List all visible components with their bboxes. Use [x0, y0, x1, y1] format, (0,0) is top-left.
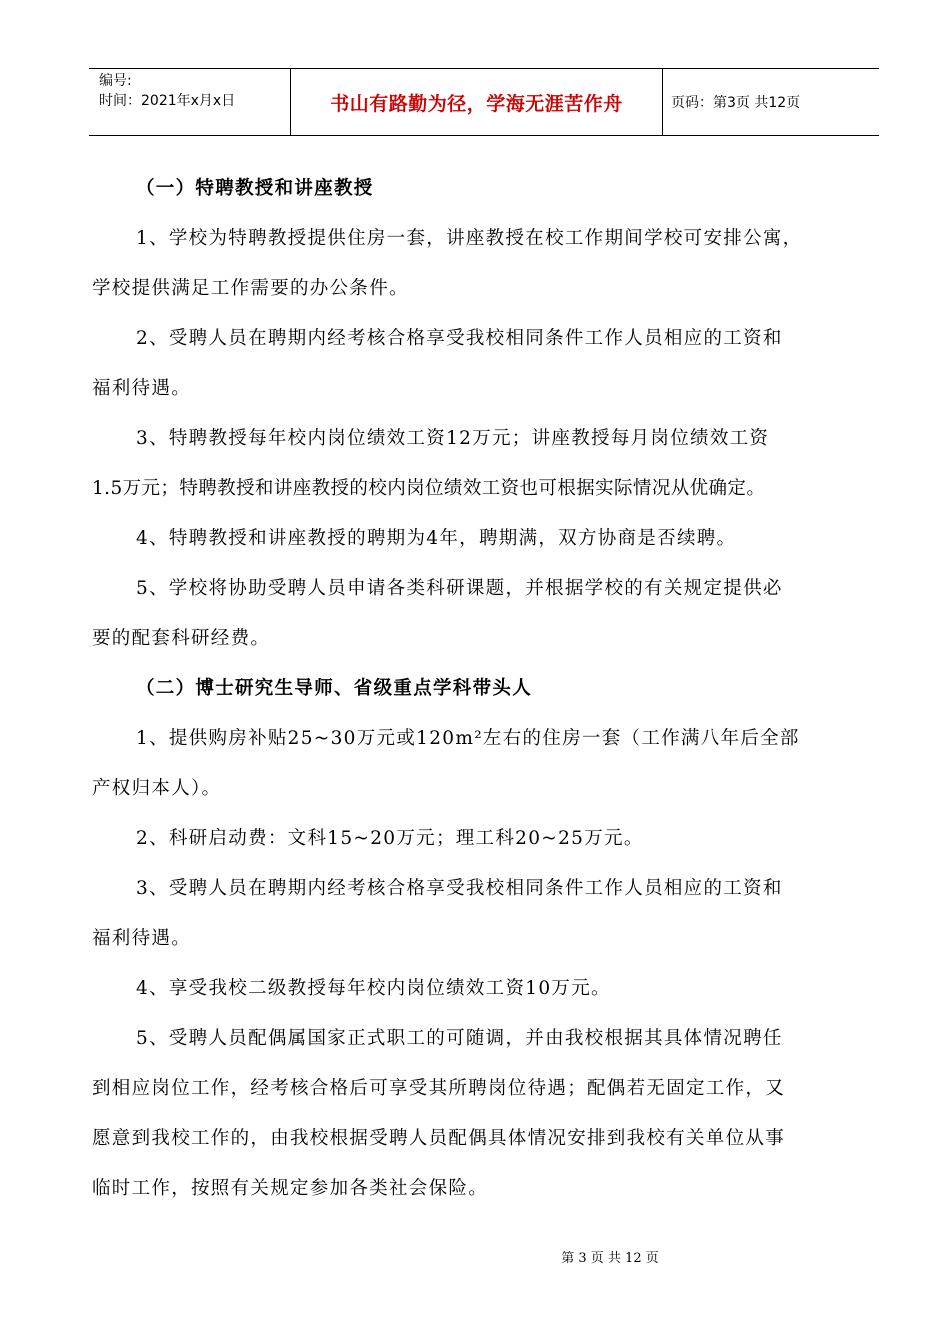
- paragraph-line: 2、受聘人员在聘期内经考核合格享受我校相同条件工作人员相应的工资和: [136, 328, 783, 349]
- paragraph-line: 要的配套科研经费。: [92, 628, 271, 649]
- paragraph-line: 1、学校为特聘教授提供住房一套，讲座教授在校工作期间学校可安排公寓，: [136, 228, 803, 249]
- paragraph-line: 4、特聘教授和讲座教授的聘期为4年，聘期满，双方协商是否续聘。: [136, 528, 737, 549]
- paragraph-line: 产权归本人）。: [92, 778, 222, 799]
- paragraph-line: 4、享受我校二级教授每年校内岗位绩效工资10万元。: [136, 978, 611, 999]
- paragraph-line: 1、提供购房补贴25~30万元或120m²左右的住房一套（工作满八年后全部: [136, 728, 800, 749]
- serial-label: 编号:: [99, 73, 132, 89]
- paragraph-line: 3、受聘人员在聘期内经考核合格享受我校相同条件工作人员相应的工资和: [136, 878, 783, 899]
- page-footer: 第 3 页 共 12 页: [561, 1251, 659, 1266]
- paragraph-line: 临时工作，按照有关规定参加各类社会保险。: [92, 1178, 489, 1199]
- section-heading-2: （二）博士研究生导师、省级重点学科带头人: [136, 678, 533, 699]
- paragraph-line: 学校提供满足工作需要的办公条件。: [92, 278, 409, 299]
- paragraph-line: 愿意到我校工作的，由我校根据受聘人员配偶具体情况安排到我校有关单位从事: [92, 1128, 786, 1149]
- paragraph-line: 福利待遇。: [92, 928, 192, 949]
- document-body: [92, 170, 876, 1220]
- paragraph-line: 福利待遇。: [92, 378, 192, 399]
- paragraph-line: 到相应岗位工作，经考核合格后可享受其所聘岗位待遇；配偶若无固定工作，又: [92, 1078, 786, 1099]
- page-header: [89, 68, 879, 136]
- header-motto: 书山有路勤为径，学海无涯苦作舟: [291, 69, 663, 135]
- paragraph-line: 5、受聘人员配偶属国家正式职工的可随调，并由我校根据其具体情况聘任: [136, 1028, 783, 1049]
- paragraph-line: 5、学校将协助受聘人员申请各类科研课题，并根据学校的有关规定提供必: [136, 578, 783, 599]
- paragraph-line: 2、科研启动费：文科15~20万元；理工科20~25万元。: [136, 828, 644, 849]
- header-page-info: 页码：第3页 共12页: [671, 95, 801, 111]
- paragraph-line: 1.5万元；特聘教授和讲座教授的校内岗位绩效工资也可根据实际情况从优确定。: [92, 478, 766, 499]
- date-label: 时间：2021年x月x日: [99, 93, 236, 109]
- header-meta: [89, 69, 291, 135]
- paragraph-line: 3、特聘教授每年校内岗位绩效工资12万元；讲座教授每月岗位绩效工资: [136, 428, 770, 449]
- section-heading-1: （一）特聘教授和讲座教授: [136, 178, 374, 199]
